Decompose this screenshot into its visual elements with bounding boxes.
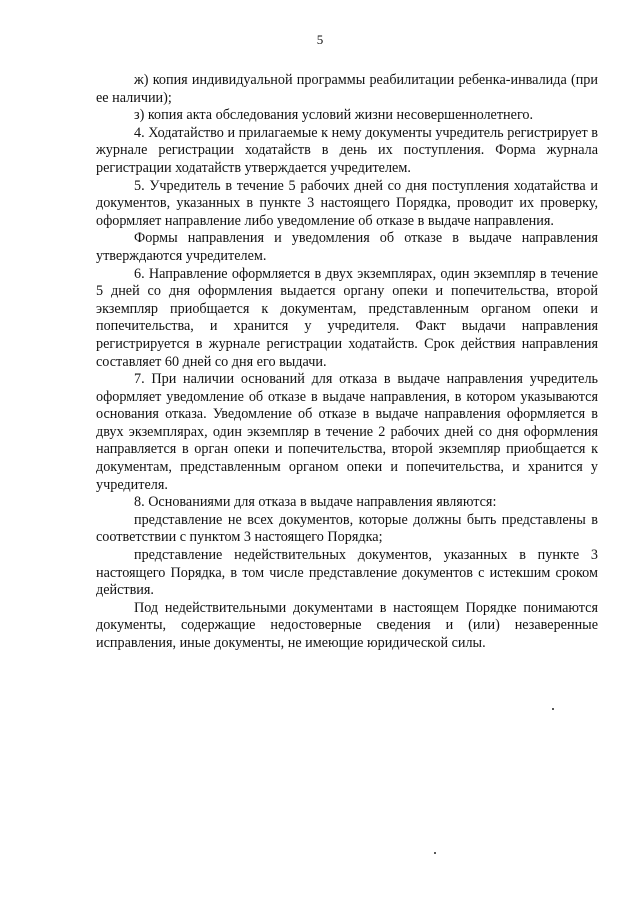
paragraph-ground-2: представление недействительных документов, указанных в пункте 3 настоящего Порядка, в том числе представление документов с истекшим сроком действия. xyxy=(96,547,598,599)
document-body xyxy=(96,72,598,653)
paragraph-point-6: 6. Направление оформляется в двух экземплярах, один экземпляр в течение 5 дней со дня оформления выдается органу опеки и попечительства, второй экземпляр приобщается к документам, представленным органом опеки и попечительства, и хранится у учредителя. Факт выдачи направления регистрируется в журнале регистрации ходатайств. Срок действия направления составляет 60 дней со дня его выдачи. xyxy=(96,265,598,370)
paragraph-item-zh: ж) копия индивидуальной программы реабилитации ребенка-инвалида (при ее наличии); xyxy=(96,72,598,106)
paragraph-forms: Формы направления и уведомления об отказе в выдаче направления утверждаются учредителем. xyxy=(96,230,598,264)
paragraph-point-7: 7. При наличии оснований для отказа в выдаче направления учредитель оформляет уведомление об отказе в выдаче направления, в котором указываются основания отказа. Уведомление об отказе в выдаче направления оформляется в двух экземплярах, один экземпляр в течение 2 рабочих дней со дня оформления направляется в орган опеки и попечительства, второй экземпляр приобщается к документам, представленным органом опеки и попечительства, и хранится у учредителя. xyxy=(96,371,598,493)
page-number: 5 xyxy=(316,32,324,47)
scan-speck xyxy=(434,852,436,854)
paragraph-point-4: 4. Ходатайство и прилагаемые к нему документы учредитель регистрирует в журнале регистрации ходатайств в день их поступления. Форма журнала регистрации ходатайств утверждается учредителем. xyxy=(96,124,598,176)
paragraph-point-5: 5. Учредитель в течение 5 рабочих дней со дня поступления ходатайства и документов, указанных в пункте 3 настоящего Порядка, проводит их проверку, оформляет направление либо уведомление об отказе в выдаче направления. xyxy=(96,177,598,229)
paragraph-item-z: з) копия акта обследования условий жизни несовершеннолетнего. xyxy=(134,107,534,124)
paragraph-ground-1: представление не всех документов, которые должны быть представлены в соответствии с пунктом 3 настоящего Порядка; xyxy=(96,511,598,546)
paragraph-point-8: 8. Основаниями для отказа в выдаче направления являются: xyxy=(134,494,497,511)
paragraph-definition: Под недействительными документами в настоящем Порядке понимаются документы, содержащие недостоверные сведения и (или) незаверенные исправления, иные документы, не имеющие юридической силы. xyxy=(96,599,598,651)
scan-speck xyxy=(552,708,554,710)
